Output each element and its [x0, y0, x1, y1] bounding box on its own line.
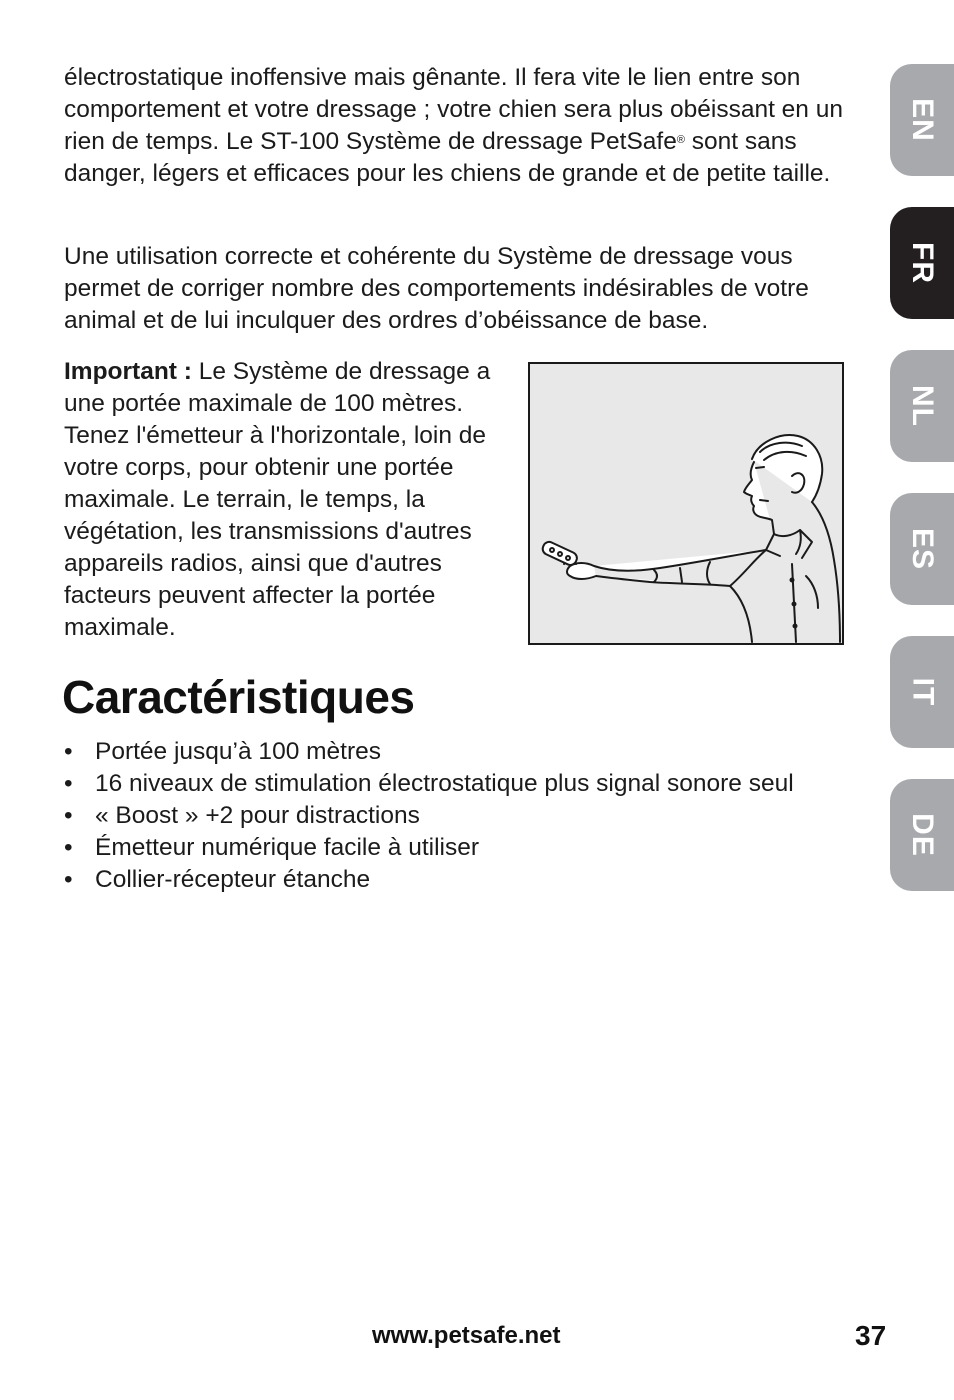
- lang-tab-label: EN: [906, 98, 939, 142]
- feature-text: Émetteur numérique facile à utiliser: [95, 834, 480, 861]
- feature-text: 16 niveaux de stimulation électrostatique plus signal sonore seul: [95, 770, 794, 797]
- lang-tab-es[interactable]: [890, 493, 954, 605]
- important-text: Le Système de dressage a une portée maximale de 100 mètres. Tenez l'émetteur à l'horizontale, loin de votre corps, pour obtenir une portée maximale. Le terrain, le temps, la végétation, les transmissions d'autres appareils radios, ainsi que d'autres facteurs peuvent affecter la portée maximale.: [64, 358, 491, 641]
- list-item: [64, 832, 794, 864]
- bullet: •: [64, 738, 73, 765]
- important-label: Important :: [64, 358, 192, 385]
- page-number: 37: [855, 1320, 887, 1351]
- list-item: [64, 736, 794, 768]
- lang-tab-fr[interactable]: [890, 207, 954, 319]
- man-holding-remote-illustration: [528, 362, 844, 645]
- intro-text-part2: sont sans danger, légers et efficaces pour les chiens de grande et de petite taille.: [64, 128, 831, 187]
- lang-tab-nl[interactable]: [890, 350, 954, 462]
- list-item: [64, 768, 794, 800]
- bullet: •: [64, 866, 73, 893]
- section-title: Caractéristiques: [62, 671, 415, 723]
- lang-tab-label: IT: [905, 677, 939, 707]
- lang-tab-label: DE: [906, 813, 939, 857]
- feature-list: [64, 736, 794, 896]
- list-item: [64, 864, 794, 896]
- lang-tab-label: FR: [906, 242, 939, 284]
- lang-tab-en[interactable]: [890, 64, 954, 176]
- list-item: [64, 800, 794, 832]
- intro-paragraph: [64, 62, 854, 190]
- lang-tab-label: ES: [906, 527, 939, 571]
- usage-paragraph: Une utilisation correcte et cohérente du Système de dressage vous permet de corriger nombre des comportements indésirables de votre animal et de lui inculquer des ordres d’obéissance de base.: [64, 243, 809, 334]
- bullet: •: [64, 834, 73, 861]
- feature-text: Collier-récepteur étanche: [95, 866, 371, 893]
- lang-tab-it[interactable]: [890, 636, 954, 748]
- lang-tab-de[interactable]: [890, 779, 954, 891]
- feature-text: « Boost » +2 pour distractions: [95, 802, 420, 829]
- feature-text: Portée jusqu’à 100 mètres: [95, 738, 381, 765]
- bullet: •: [64, 802, 73, 829]
- bullet: •: [64, 770, 73, 797]
- registered-mark: ®: [676, 134, 685, 146]
- lang-tab-label: NL: [906, 385, 939, 427]
- important-note: [64, 356, 504, 644]
- intro-text-part1: électrostatique inoffensive mais gênante. Il fera vite le lien entre son comportement et votre dressage ; votre chien sera plus obéissant en un rien de temps. Le ST-100 Système de dressage PetSafe: [64, 64, 843, 155]
- footer-url[interactable]: www.petsafe.net: [372, 1322, 561, 1349]
